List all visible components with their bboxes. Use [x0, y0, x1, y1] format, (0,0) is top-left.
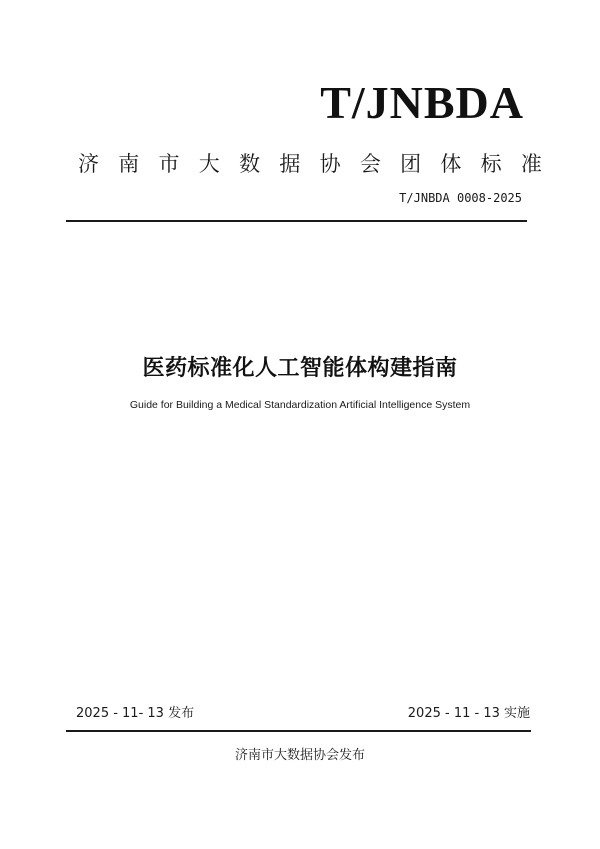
- standard-type-char: 团: [400, 152, 422, 176]
- standard-type-char: 数: [239, 152, 261, 176]
- standard-type-heading: [78, 154, 542, 175]
- standard-type-char: 市: [158, 152, 180, 176]
- standard-type-char: 大: [198, 152, 220, 176]
- publisher-line: 济南市大数据协会发布: [234, 748, 365, 763]
- standard-type-char: 标: [480, 152, 502, 176]
- implementation-date: 2025 - 11 - 13 实施: [407, 706, 530, 721]
- standard-type-char: 据: [279, 152, 301, 176]
- standard-code-mark: T/JNBDA: [320, 77, 524, 128]
- standard-type-char: 南: [118, 152, 140, 176]
- standard-type-char: 体: [440, 152, 462, 176]
- document-title-chinese: 医药标准化人工智能体构建指南: [142, 356, 458, 381]
- document-title-english: Guide for Building a Medical Standardization Artificial Intelligence System: [129, 399, 471, 411]
- standard-type-char: 会: [359, 152, 381, 176]
- issue-date: 2025 - 11- 13 发布: [76, 706, 195, 721]
- top-divider: [66, 220, 527, 222]
- standard-type-char: 协: [319, 152, 341, 176]
- standard-type-char: 准: [520, 152, 542, 176]
- standard-type-char: 济: [78, 152, 99, 176]
- standard-number: T/JNBDA 0008-2025: [399, 191, 522, 205]
- bottom-divider: [66, 730, 531, 732]
